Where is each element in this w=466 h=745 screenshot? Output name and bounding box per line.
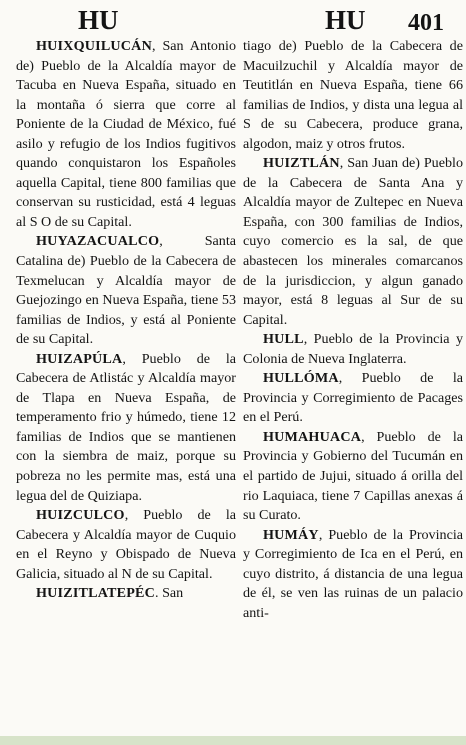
entry-text: , Pueblo de la Cabecera de Atlistác y Alcaldía mayor de Tlapa en Nueva España, de temperamento frio y húmedo, tiene 12 familias de Indios que se mantienen con la siembra de maiz, porque su pobreza no les permite mas, está una legua del de Quiziapa. <box>16 350 236 504</box>
entry <box>243 526 463 624</box>
entry-headword: HUIZITLATEPÉC <box>36 585 156 602</box>
running-head-left: HU <box>78 5 119 35</box>
entry <box>243 369 463 428</box>
entry-text: , Santa Catalina de) Pueblo de la Cabecera de Texmelucan y Alcaldía mayor de Guejozingo en Nueva España, tiene 53 familias de Indios, y está al Poniente de su Capital. <box>16 233 236 348</box>
entry-headword: HUIZCULCO <box>36 507 125 524</box>
entry-headword: HUIXQUILUCÁN <box>36 38 152 54</box>
left-column <box>16 37 236 604</box>
entry <box>16 506 236 584</box>
entry-headword: HUIZTLÁN <box>263 155 340 172</box>
entry <box>16 37 236 232</box>
entry-text: , Pueblo de la Provincia y Gobierno del Tucumán en el partido de Jujui, situado á orilla del rio Laquiaca, tiene 7 Capillas anexas á su Curato. <box>243 428 463 524</box>
entry-text: , Pueblo de la Cabecera y Alcaldía mayor de Cuquio en el Reyno y Obispado de Nueva Galicia, situado al N de su Capital. <box>16 507 236 582</box>
right-column <box>243 37 463 623</box>
entry-text: , Pueblo de la Provincia y Colonia de Nueva Inglaterra. <box>243 331 463 367</box>
entry <box>243 428 463 526</box>
page-edge <box>0 736 466 745</box>
running-head-right: HU <box>325 5 366 35</box>
entry-text: tiago de) Pueblo de la Cabecera de Macuilzuchil y Alcaldía mayor de Teutitlán en Nueva España, tiene 66 familias de Indios, y dista una legua al S de su Cabecera, produce grana, algodon, maiz y otros frutos. <box>243 38 463 152</box>
entry-headword: HUYAZACUALCO <box>36 233 160 250</box>
entry-headword: HULLÓMA <box>263 370 339 387</box>
entry-text: , San Juan de) Pueblo de la Cabecera de Santa Ana y Alcaldía mayor de Zultepec en Nueva España, con 300 familias de Indios, cuyo comercio es la sal, de que abastecen los minerales comarcanos de la jurisdiccion, y algun ganado mayor, está 8 leguas al Sur de su Capital. <box>243 155 463 328</box>
entry-text: , Pueblo de la Provincia y Corregimiento de Pacages en el Perú. <box>243 370 463 426</box>
entry-headword: HUMÁY <box>263 526 319 543</box>
entry-headword: HUMAHUACA <box>263 428 362 445</box>
entry <box>243 330 463 369</box>
entry <box>243 154 463 330</box>
entry <box>16 350 236 506</box>
entry-headword: HUIZAPÚLA <box>36 350 123 367</box>
page-number: 401 <box>408 10 444 36</box>
entry <box>16 584 236 604</box>
entry-text: . San <box>155 585 184 602</box>
entry <box>16 232 236 349</box>
entry-headword: HULL <box>263 331 304 348</box>
entry-continuation <box>243 37 463 154</box>
entry-text: , San Antonio de) Pueblo de la Alcaldía mayor de Tacuba en Nueva España, situado en la montaña ó sierra que corre al Poniente de la Ciudad de México, fué asilo y refugio de los Indios fugitivos quando conquistaron los Españoles aquella Capital, tiene 800 familias que conservan su rusticidad, está 4 leguas al S O de su Capital. <box>16 38 236 230</box>
entry-text: , Pueblo de la Provincia y Corregimiento de Ica en el Perú, en cuyo distrito, á distancia de una legua de él, se ven las ruinas de un palacio anti- <box>243 526 463 621</box>
